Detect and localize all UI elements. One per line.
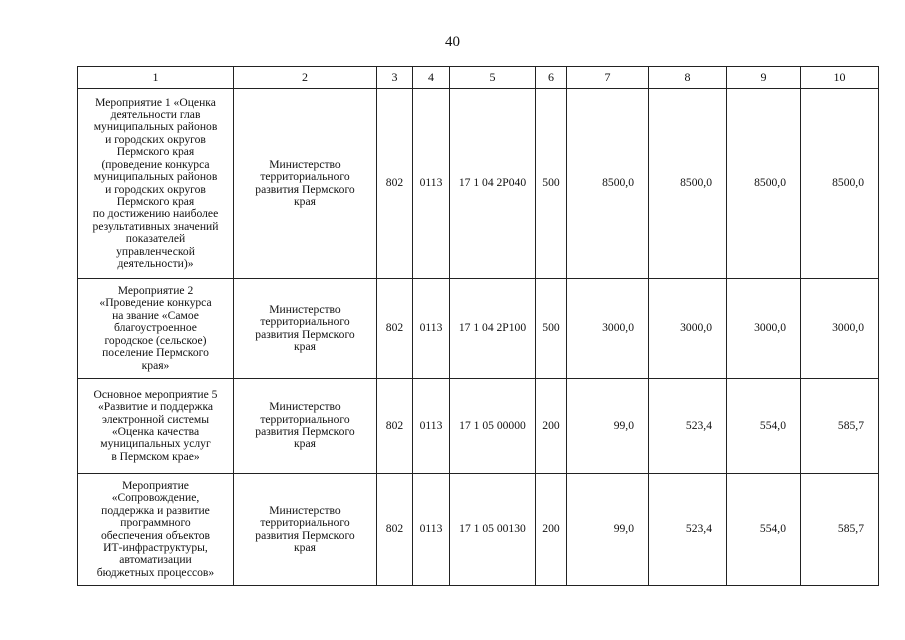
value-col9: 554,0 xyxy=(727,474,801,586)
header-cell: 6 xyxy=(536,67,567,89)
grbs-code: 802 xyxy=(377,379,413,474)
value-col9: 8500,0 xyxy=(727,89,801,279)
header-row xyxy=(78,67,879,89)
table-row xyxy=(78,379,879,474)
value-col8: 8500,0 xyxy=(649,89,727,279)
value-col10: 3000,0 xyxy=(801,279,879,379)
executor: Министерство территориального развития Пермского края xyxy=(234,474,377,586)
header-cell: 8 xyxy=(649,67,727,89)
header-cell: 10 xyxy=(801,67,879,89)
executor: Министерство территориального развития Пермского края xyxy=(234,379,377,474)
expense-type: 200 xyxy=(536,474,567,586)
header-cell: 5 xyxy=(450,67,536,89)
value-col9: 3000,0 xyxy=(727,279,801,379)
expense-type: 200 xyxy=(536,379,567,474)
value-col8: 3000,0 xyxy=(649,279,727,379)
target-article: 17 1 04 2Р040 xyxy=(450,89,536,279)
value-col7: 3000,0 xyxy=(567,279,649,379)
section-code: 0113 xyxy=(413,89,450,279)
grbs-code: 802 xyxy=(377,89,413,279)
value-col7: 99,0 xyxy=(567,379,649,474)
table-row xyxy=(78,89,879,279)
value-col9: 554,0 xyxy=(727,379,801,474)
page-number: 40 xyxy=(445,34,460,50)
header-cell: 1 xyxy=(78,67,234,89)
value-col7: 8500,0 xyxy=(567,89,649,279)
grbs-code: 802 xyxy=(377,474,413,586)
table-row xyxy=(78,474,879,586)
header-cell: 3 xyxy=(377,67,413,89)
activity-name: Мероприятие «Сопровождение, поддержка и развитие программного обеспечения объектов ИТ-инфраструктуры, автоматизации бюджетных процессов» xyxy=(78,474,234,586)
section-code: 0113 xyxy=(413,474,450,586)
target-article: 17 1 05 00130 xyxy=(450,474,536,586)
value-col8: 523,4 xyxy=(649,474,727,586)
grbs-code: 802 xyxy=(377,279,413,379)
value-col7: 99,0 xyxy=(567,474,649,586)
section-code: 0113 xyxy=(413,279,450,379)
value-col10: 8500,0 xyxy=(801,89,879,279)
value-col8: 523,4 xyxy=(649,379,727,474)
budget-table xyxy=(77,66,879,586)
header-cell: 2 xyxy=(234,67,377,89)
table-row xyxy=(78,279,879,379)
activity-name: Основное мероприятие 5 «Развитие и поддержка электронной системы «Оценка качества муниципальных услуг в Пермском крае» xyxy=(78,379,234,474)
executor: Министерство территориального развития Пермского края xyxy=(234,279,377,379)
value-col10: 585,7 xyxy=(801,379,879,474)
expense-type: 500 xyxy=(536,89,567,279)
activity-name: Мероприятие 1 «Оценка деятельности глав муниципальных районов и городских округов Пермского края (проведение конкурса муниципальных районов и городских округов Пермского края по достижению наиболее результативных значений показателей управленческой деятельности)» xyxy=(78,89,234,279)
value-col10: 585,7 xyxy=(801,474,879,586)
target-article: 17 1 04 2Р100 xyxy=(450,279,536,379)
executor: Министерство территориального развития Пермского края xyxy=(234,89,377,279)
header-cell: 9 xyxy=(727,67,801,89)
target-article: 17 1 05 00000 xyxy=(450,379,536,474)
header-cell: 7 xyxy=(567,67,649,89)
activity-name: Мероприятие 2 «Проведение конкурса на звание «Самое благоустроенное городское (сельское) поселение Пермского края» xyxy=(78,279,234,379)
header-cell: 4 xyxy=(413,67,450,89)
expense-type: 500 xyxy=(536,279,567,379)
section-code: 0113 xyxy=(413,379,450,474)
